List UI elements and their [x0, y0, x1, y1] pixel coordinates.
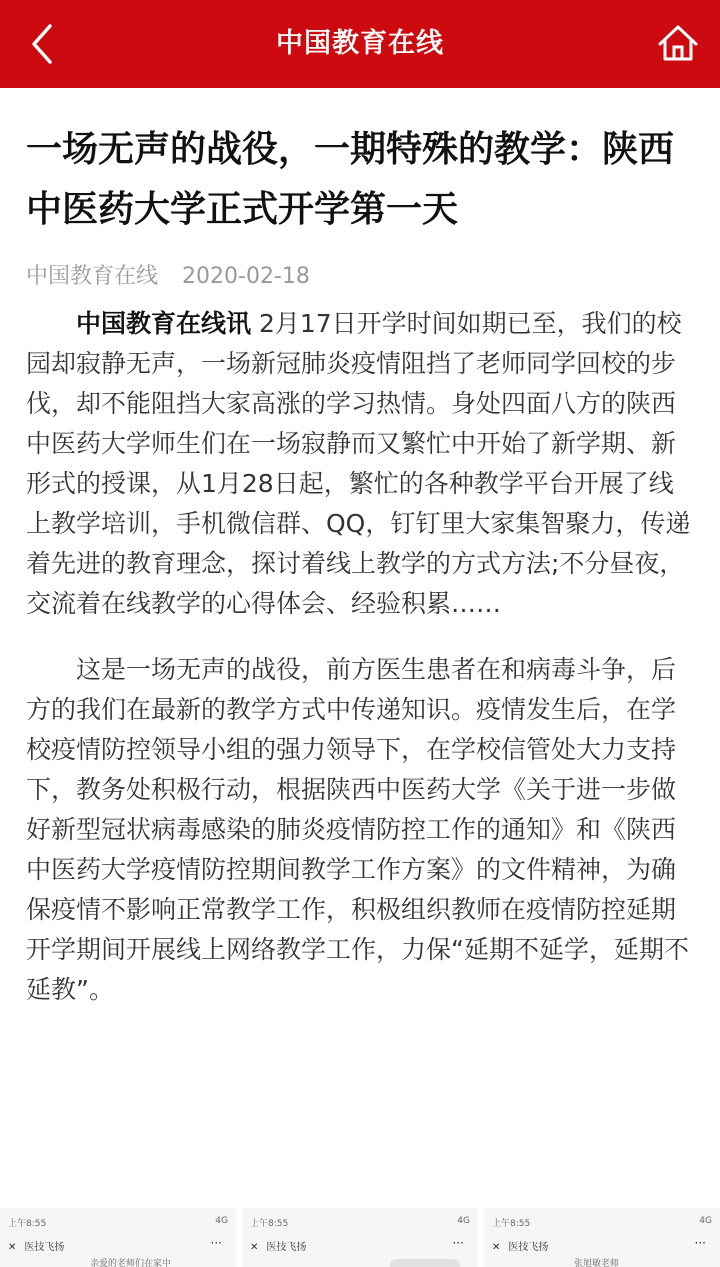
paragraph-lead: 中国教育在线讯 — [76, 309, 252, 338]
chat-header — [8, 1238, 64, 1253]
paragraph-2: 这是一场无声的战役，前方医生患者在和病毒斗争，后方的我们在最新的教学方式中传递知识。疫情发生后，在学校疫情防控领导小组的强力领导下，在学校信管处大力支持下，教务处积极行动，根据陕西中医药大学《关于进一步做好新型冠状病毒感染的肺炎疫情防控工作的通知》和《陕西中医药大学疫情防控期间教学工作方案》的文件精神，为确保疫情不影响正常教学工作，积极组织教师在疫情防控延期开学期间开展线上网络教学工作，力保“延期不延学，延期不延教”。 — [26, 655, 689, 1004]
more-icon: ··· — [452, 1236, 464, 1250]
status-time: 上午8:55 — [8, 1219, 47, 1229]
close-icon: ✕ — [492, 1242, 501, 1253]
paragraph-1 — [26, 304, 698, 624]
article-title: 一场无声的战役，一期特殊的教学：陕西中医药大学正式开学第一天 — [26, 129, 675, 230]
home-icon — [656, 16, 700, 72]
status-signal: 4G — [699, 1216, 712, 1226]
chat-app-name: 医技飞扬 — [24, 1242, 65, 1253]
chat-header — [250, 1238, 306, 1253]
top-bar — [0, 0, 720, 88]
close-icon: ✕ — [250, 1242, 259, 1253]
paragraph-1-text: 2月17日开学时间如期已至，我们的校园却寂静无声，一场新冠肺炎疫情阻挡了老师同学回校的步伐，却不能阻挡大家高涨的学习热情。身处四面八方的陕西中医药大学师生们在一场寂静而又繁忙中开始了新学期、新形式的授课，从1月28日起，繁忙的各种教学平台开展了线上教学培训，手机微信群、QQ，钉钉里大家集智聚力，传递着先进的教育理念，探讨着线上教学的方式方法;不分昼夜，交流着在线教学的心得体会、经验积累…… — [26, 309, 691, 618]
status-time: 上午8:55 — [250, 1219, 289, 1229]
chat-header — [492, 1238, 548, 1253]
more-icon: ··· — [210, 1236, 222, 1250]
chat-snippet: 张旭敏老师 — [574, 1259, 620, 1267]
article-date: 2020-02-18 — [182, 264, 310, 289]
site-title: 中国教育在线 — [276, 28, 444, 59]
status-signal: 4G — [215, 1216, 228, 1226]
article-meta — [26, 262, 698, 292]
home-button[interactable] — [656, 16, 700, 72]
embedded-screenshot[interactable] — [0, 1208, 236, 1267]
chat-app-name: 医技飞扬 — [266, 1242, 307, 1253]
embedded-screenshot[interactable] — [242, 1208, 478, 1267]
chat-app-name: 医技飞扬 — [508, 1242, 549, 1253]
chat-snippet: 亲爱的老师们在家中 — [90, 1259, 172, 1267]
status-signal: 4G — [457, 1216, 470, 1226]
screenshot-strip — [0, 1208, 720, 1267]
article-source: 中国教育在线 — [26, 264, 159, 289]
article-body — [26, 120, 698, 1010]
status-time: 上午8:55 — [492, 1219, 531, 1229]
image-placeholder — [390, 1259, 460, 1267]
more-icon: ··· — [694, 1236, 706, 1250]
close-icon: ✕ — [8, 1242, 17, 1253]
embedded-screenshot[interactable] — [484, 1208, 720, 1267]
